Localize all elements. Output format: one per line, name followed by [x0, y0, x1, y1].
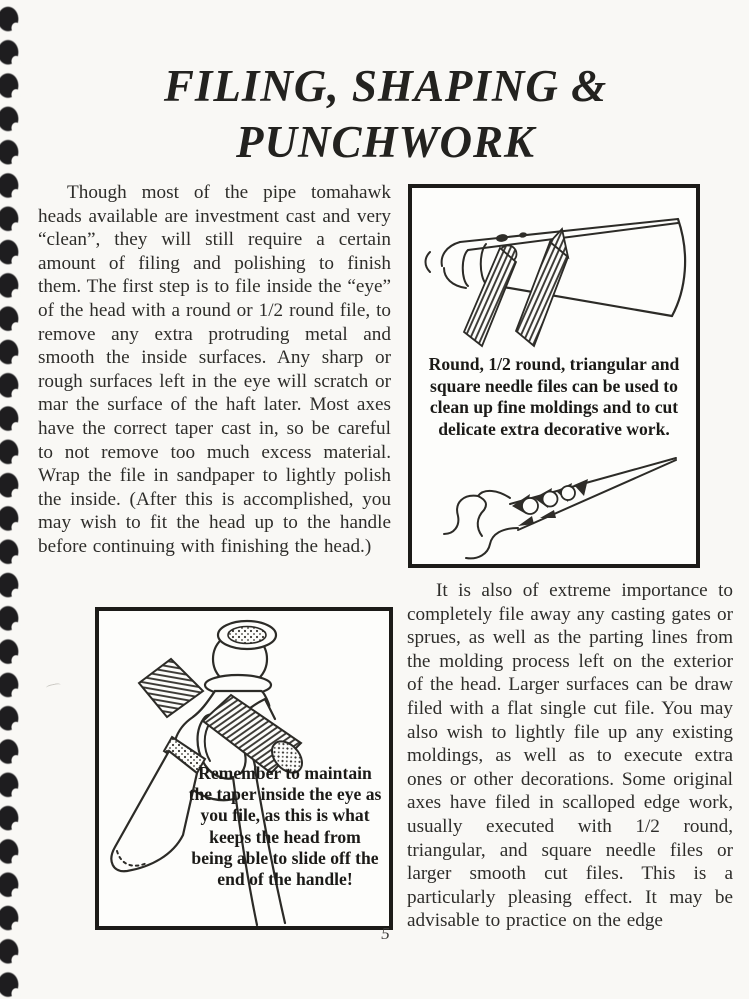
page-title-line1: FILING, SHAPING & [163, 61, 608, 111]
page-title-line2: PUNCHWORK [235, 117, 536, 167]
scalloped-spike-illustration [414, 444, 694, 560]
needle-files-caption: Round, 1/2 round, triangular and square needle files can be used to clean up fine moldings and to cut delicate extra decorative work. [428, 354, 680, 439]
page-title [40, 58, 731, 170]
figure-taper-reminder [95, 607, 393, 930]
right-column-paragraph: It is also of extreme importance to completely file away any casting gates or sprues, as well as the parting lines from the molding process left on the exterior of the head. Larger surfaces can be draw filed with a flat single cut file. You may also wish to lightly file up any existing moldings, as well as to execute extra ones or other decorations. Some original axes have filed in scalloped edge work, usually executed with 1/2 round, triangular, and square needle files or larger smooth cut files. This is a particularly pleasing effect. It may be advisable to practice on the edge [407, 580, 733, 932]
left-column-paragraph: Though most of the pipe tomahawk heads available are investment cast and very “clean”, they will still require a certain amount of filing and polishing to finish them. The first step is to file inside the “eye” of the head with a round or 1/2 round file, to remove any extra protruding metal and smooth the inside surfaces. Any sharp or rough surfaces left in the eye will scratch or mar the surface of the haft later. Most axes have the correct taper cast in, so be careful to not remove too much excess material. Wrap the file in sandpaper to lightly polish the inside. (After this is accomplished, you may wish to fit the head up to the handle before continuing with finishing the head.) [38, 182, 391, 557]
needle-files-on-blade-illustration [416, 196, 694, 348]
taper-reminder-caption: Remember to maintain the taper inside the eye as you file, as this is what keeps the head from being able to slide off the end of the handle! [188, 763, 382, 890]
pencil-mark [46, 683, 62, 692]
spiral-binding [0, 4, 30, 999]
page-number: 5 [381, 924, 390, 943]
figure-needle-files [408, 184, 700, 568]
